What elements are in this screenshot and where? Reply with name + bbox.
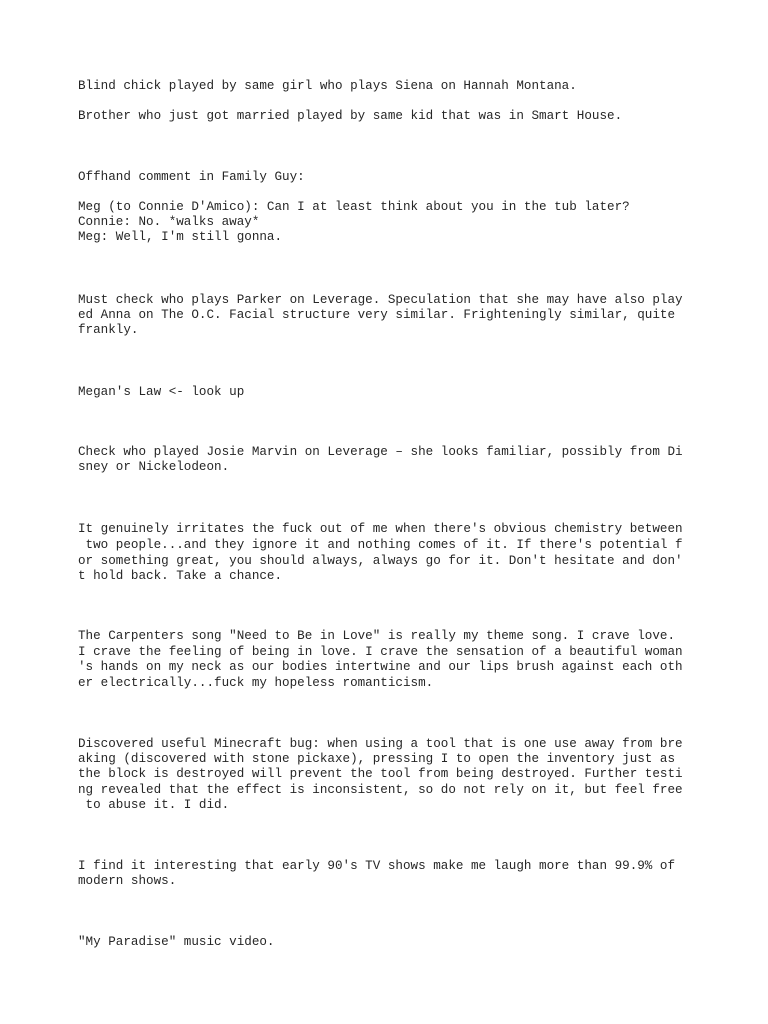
note-my-paradise: "My Paradise" music video. [78, 935, 275, 949]
note-family-guy-line-1: Meg (to Connie D'Amico): Can I at least think about you in the tub later? [78, 200, 630, 214]
note-parker-line-2: ed Anna on The O.C. Facial structure very similar. Frighteningly similar, quite [78, 308, 676, 322]
note-minecraft-line-1: Discovered useful Minecraft bug: when using a tool that is one use away from bre [78, 737, 683, 751]
note-carpenters-line-2: I crave the feeling of being in love. I crave the sensation of a beautiful woman [78, 645, 683, 659]
note-megans-law: Megan's Law <- look up [78, 385, 245, 399]
note-chemistry-line-1: It genuinely irritates the fuck out of me when there's obvious chemistry between [78, 522, 683, 536]
note-josie-line-1: Check who played Josie Marvin on Leverage – she looks familiar, possibly from Di [78, 445, 683, 459]
note-carpenters-line-3: 's hands on my neck as our bodies intertwine and our lips brush against each oth [78, 660, 683, 674]
note-minecraft-line-5: to abuse it. I did. [78, 798, 230, 812]
note-chemistry-line-2: two people...and they ignore it and nothing comes of it. If there's potential f [78, 538, 683, 552]
note-carpenters-line-1: The Carpenters song "Need to Be in Love" is really my theme song. I crave love. [78, 629, 676, 643]
note-family-guy-line-3: Meg: Well, I'm still gonna. [78, 230, 283, 244]
note-parker-line-3: frankly. [78, 323, 139, 337]
note-90s-tv-line-2: modern shows. [78, 874, 177, 888]
note-family-guy-heading: Offhand comment in Family Guy: [78, 170, 305, 184]
note-minecraft-line-4: ng revealed that the effect is inconsistent, so do not rely on it, but feel free [78, 783, 683, 797]
note-carpenters-line-4: er electrically...fuck my hopeless romanticism. [78, 676, 434, 690]
note-siena: Blind chick played by same girl who plays Siena on Hannah Montana. [78, 79, 577, 93]
note-smart-house: Brother who just got married played by same kid that was in Smart House. [78, 109, 623, 123]
note-90s-tv-line-1: I find it interesting that early 90's TV shows make me laugh more than 99.9% of [78, 859, 676, 873]
note-minecraft-line-2: aking (discovered with stone pickaxe), pressing I to open the inventory just as [78, 752, 676, 766]
note-minecraft-line-3: the block is destroyed will prevent the tool from being destroyed. Further testi [78, 767, 683, 781]
note-family-guy-line-2: Connie: No. *walks away* [78, 215, 260, 229]
note-chemistry-line-3: or something great, you should always, always go for it. Don't hesitate and don' [78, 554, 683, 568]
note-parker-line-1: Must check who plays Parker on Leverage. Speculation that she may have also play [78, 293, 683, 307]
note-chemistry-line-4: t hold back. Take a chance. [78, 569, 283, 583]
note-josie-line-2: sney or Nickelodeon. [78, 460, 230, 474]
